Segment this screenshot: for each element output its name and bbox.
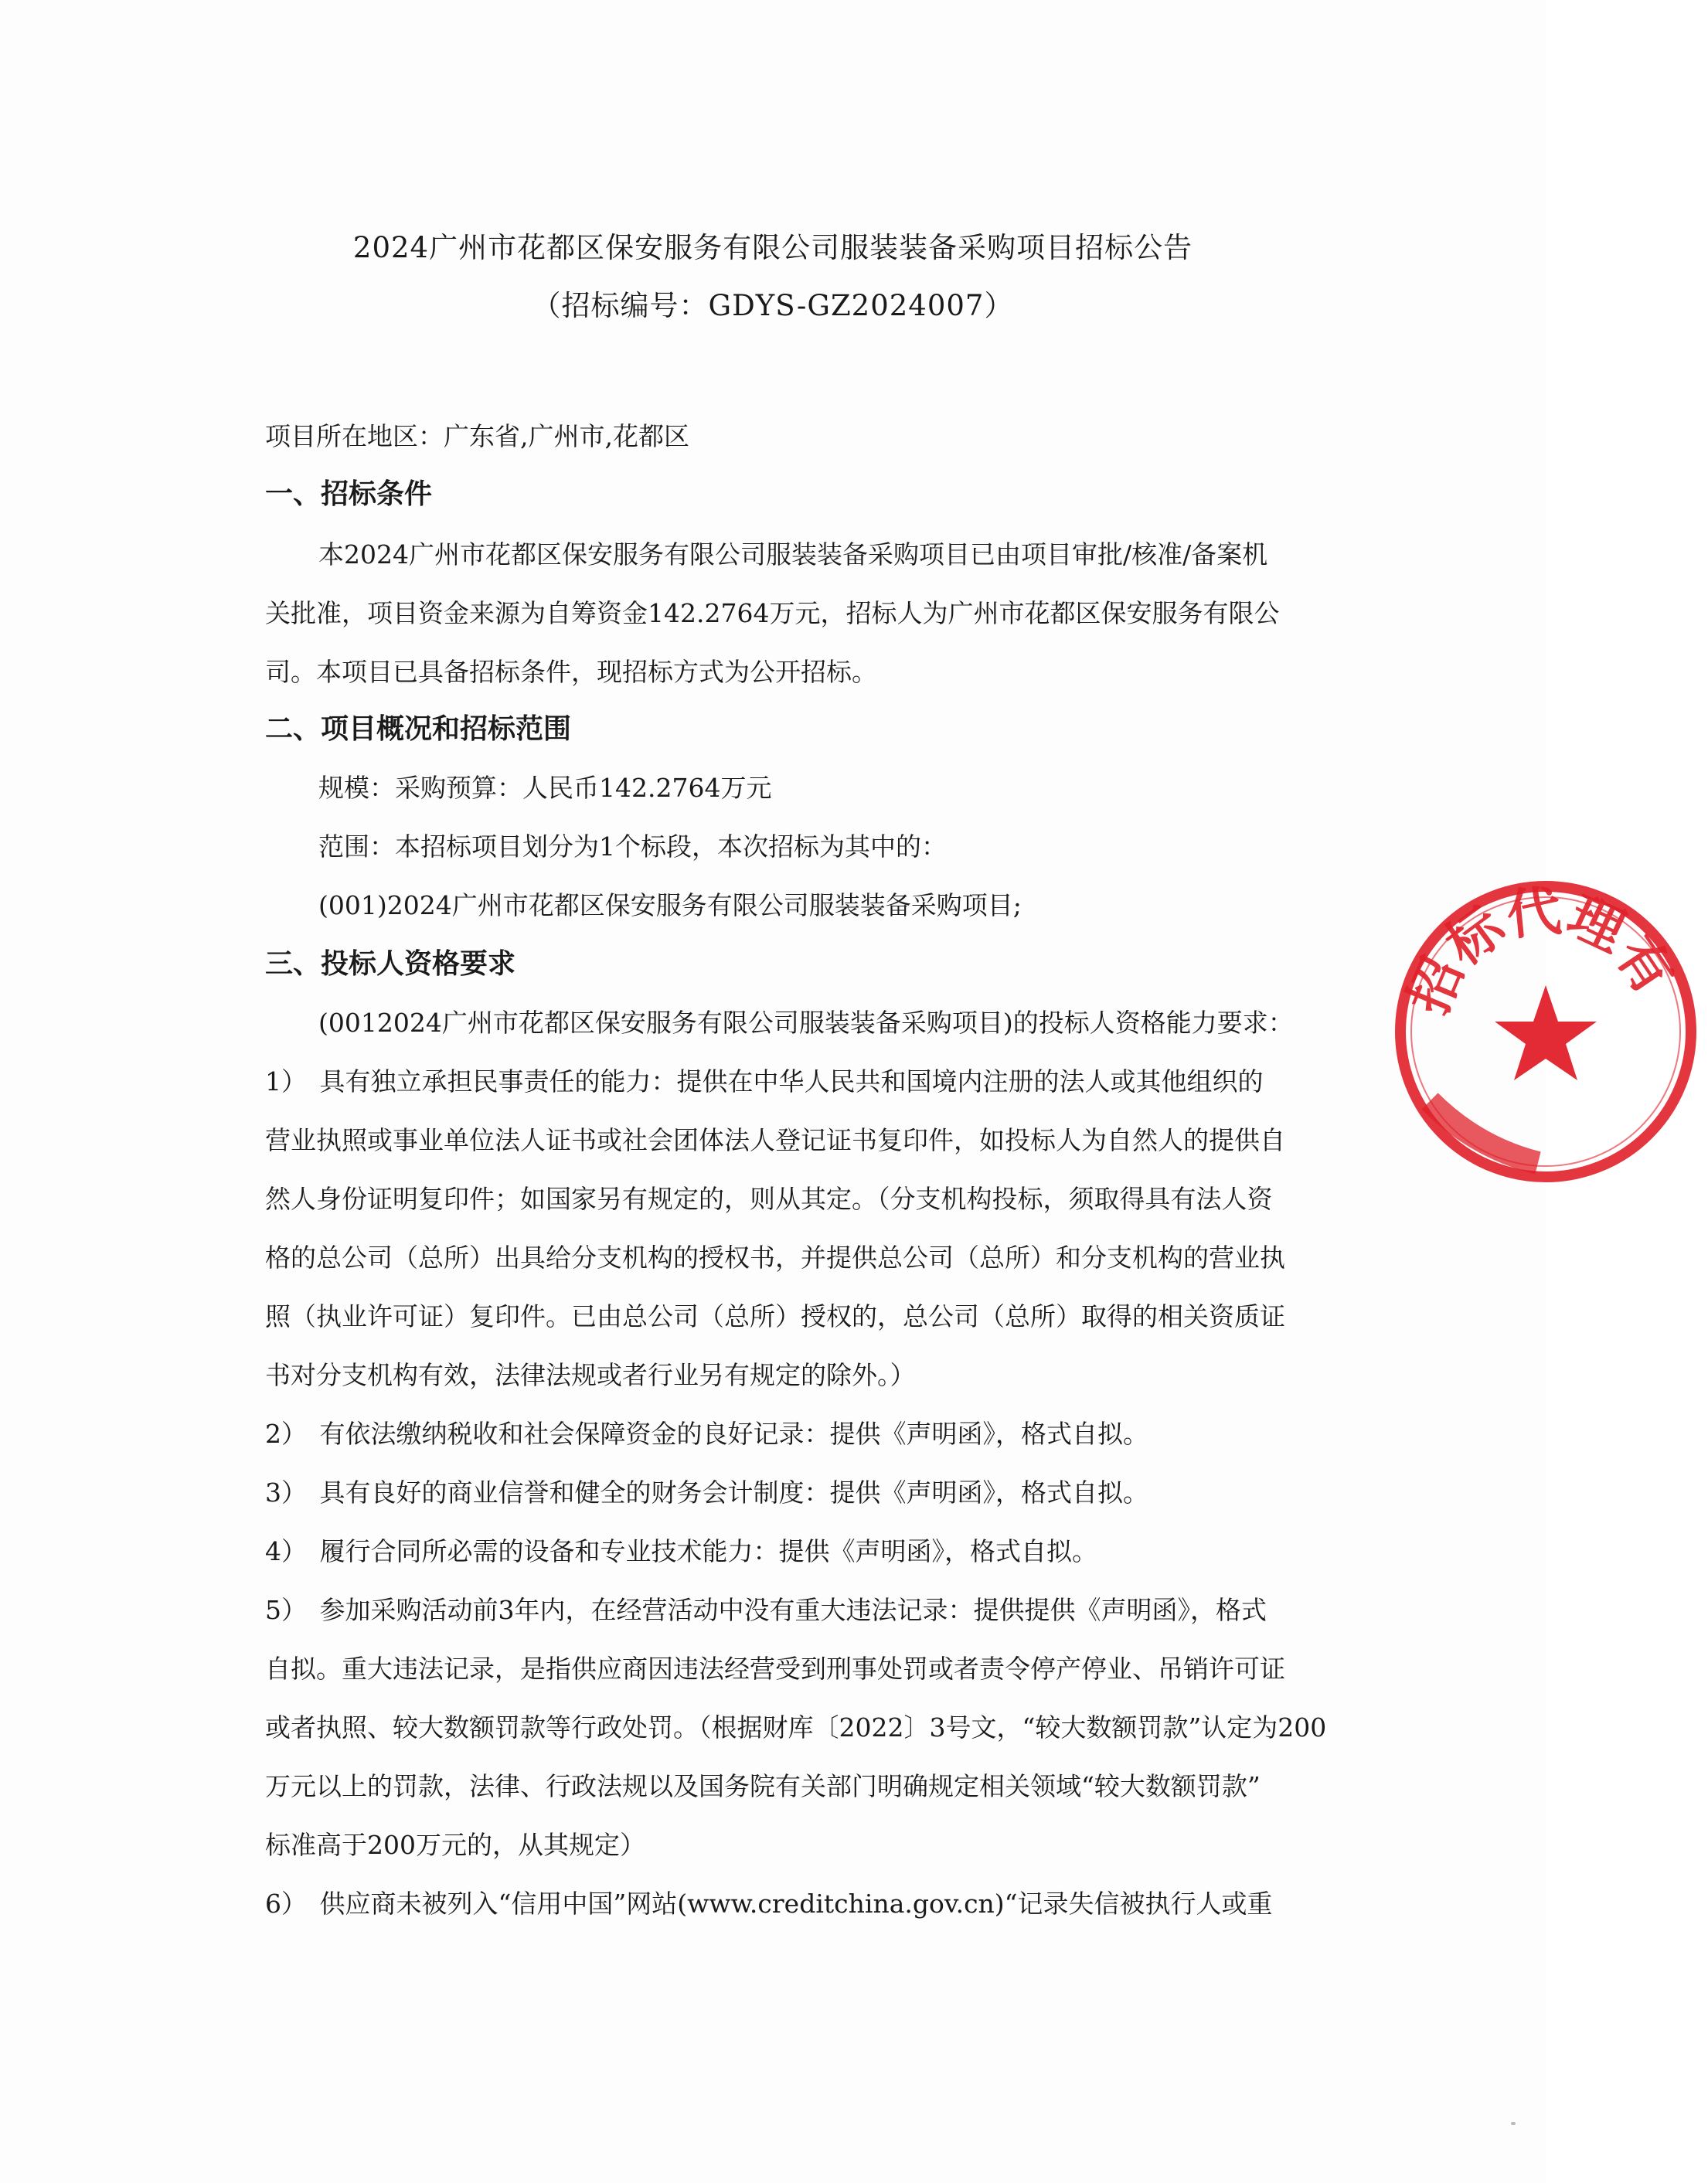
section-heading-2: 二、项目概况和招标范围 — [265, 713, 572, 745]
paragraph-line: 自拟。重大违法记录，是指供应商因违法经营受到刑事处罚或者责令停产停业、吊销许可证 — [265, 1654, 1285, 1684]
company-seal-stamp — [1383, 869, 1708, 1194]
paragraph-line: 万元以上的罚款，法律、行政法规以及国务院有关部门明确规定相关领域“较大数额罚款” — [265, 1771, 1261, 1801]
paragraph-line: 范围：本招标项目划分为1个标段，本次招标为其中的： — [318, 831, 947, 862]
svg-text:招标代理有: 招标代理有 — [1396, 879, 1686, 1023]
seal-star-icon — [1495, 985, 1597, 1080]
paragraph-line: 然人身份证明复印件；如国家另有规定的，则从其定。（分支机构投标，须取得具有法人资 — [265, 1184, 1273, 1214]
document-subtitle: （招标编号：GDYS-GZ2024007） — [532, 289, 1014, 322]
list-item: 2） 有依法缴纳税收和社会保障资金的良好记录：提供《声明函》，格式自拟。 — [265, 1419, 1148, 1449]
list-item: 3） 具有良好的商业信誉和健全的财务会计制度：提供《声明函》，格式自拟。 — [265, 1477, 1148, 1508]
list-item: 4） 履行合同所必需的设备和专业技术能力：提供《声明函》，格式自拟。 — [265, 1536, 1097, 1566]
paragraph-line: 照（执业许可证）复印件。已由总公司（总所）授权的，总公司（总所）取得的相关资质证 — [265, 1301, 1285, 1331]
paragraph-line: 关批准，项目资金来源为自筹资金142.2764万元，招标人为广州市花都区保安服务有限公 — [265, 598, 1280, 628]
paragraph-line: 本2024广州市花都区保安服务有限公司服装装备采购项目已由项目审批/核准/备案机 — [318, 539, 1268, 570]
document-title: 2024广州市花都区保安服务有限公司服装装备采购项目招标公告 — [352, 231, 1193, 264]
paragraph-line: 或者执照、较大数额罚款等行政处罚。（根据财库〔2022〕3号文，“较大数额罚款”认定为200 — [265, 1712, 1327, 1743]
project-region: 项目所在地区：广东省,广州市,花都区 — [265, 421, 689, 451]
paragraph-line: 营业执照或事业单位法人证书或社会团体法人登记证书复印件，如投标人为自然人的提供自 — [265, 1125, 1285, 1155]
paragraph-line: 格的总公司（总所）出具给分支机构的授权书，并提供总公司（总所）和分支机构的营业执 — [265, 1243, 1285, 1273]
list-item: 5） 参加采购活动前3年内，在经营活动中没有重大违法记录：提供提供《声明函》，格式 — [265, 1595, 1267, 1625]
list-item: 1） 具有独立承担民事责任的能力：提供在中华人民共和国境内注册的法人或其他组织的 — [265, 1066, 1264, 1097]
paragraph-line: 规模：采购预算：人民币142.2764万元 — [318, 773, 772, 803]
paragraph-line: 书对分支机构有效，法律法规或者行业另有规定的除外。） — [265, 1360, 916, 1390]
scan-speck — [1511, 2122, 1516, 2125]
section-heading-3: 三、投标人资格要求 — [265, 948, 516, 980]
paragraph-line: 标准高于200万元的，从其规定） — [265, 1830, 645, 1860]
section-heading-1: 一、招标条件 — [265, 478, 433, 510]
paragraph-line: 司。本项目已具备招标条件，现招标方式为公开招标。 — [265, 657, 877, 687]
paragraph-line: (0012024广州市花都区保安服务有限公司服装装备采购项目)的投标人资格能力要求： — [318, 1008, 1294, 1038]
paragraph-line: (001)2024广州市花都区保安服务有限公司服装装备采购项目; — [318, 890, 1022, 920]
list-item: 6） 供应商未被列入“信用中国”网站(www.creditchina.gov.cn)“记录失信被执行人或重 — [265, 1889, 1273, 1919]
